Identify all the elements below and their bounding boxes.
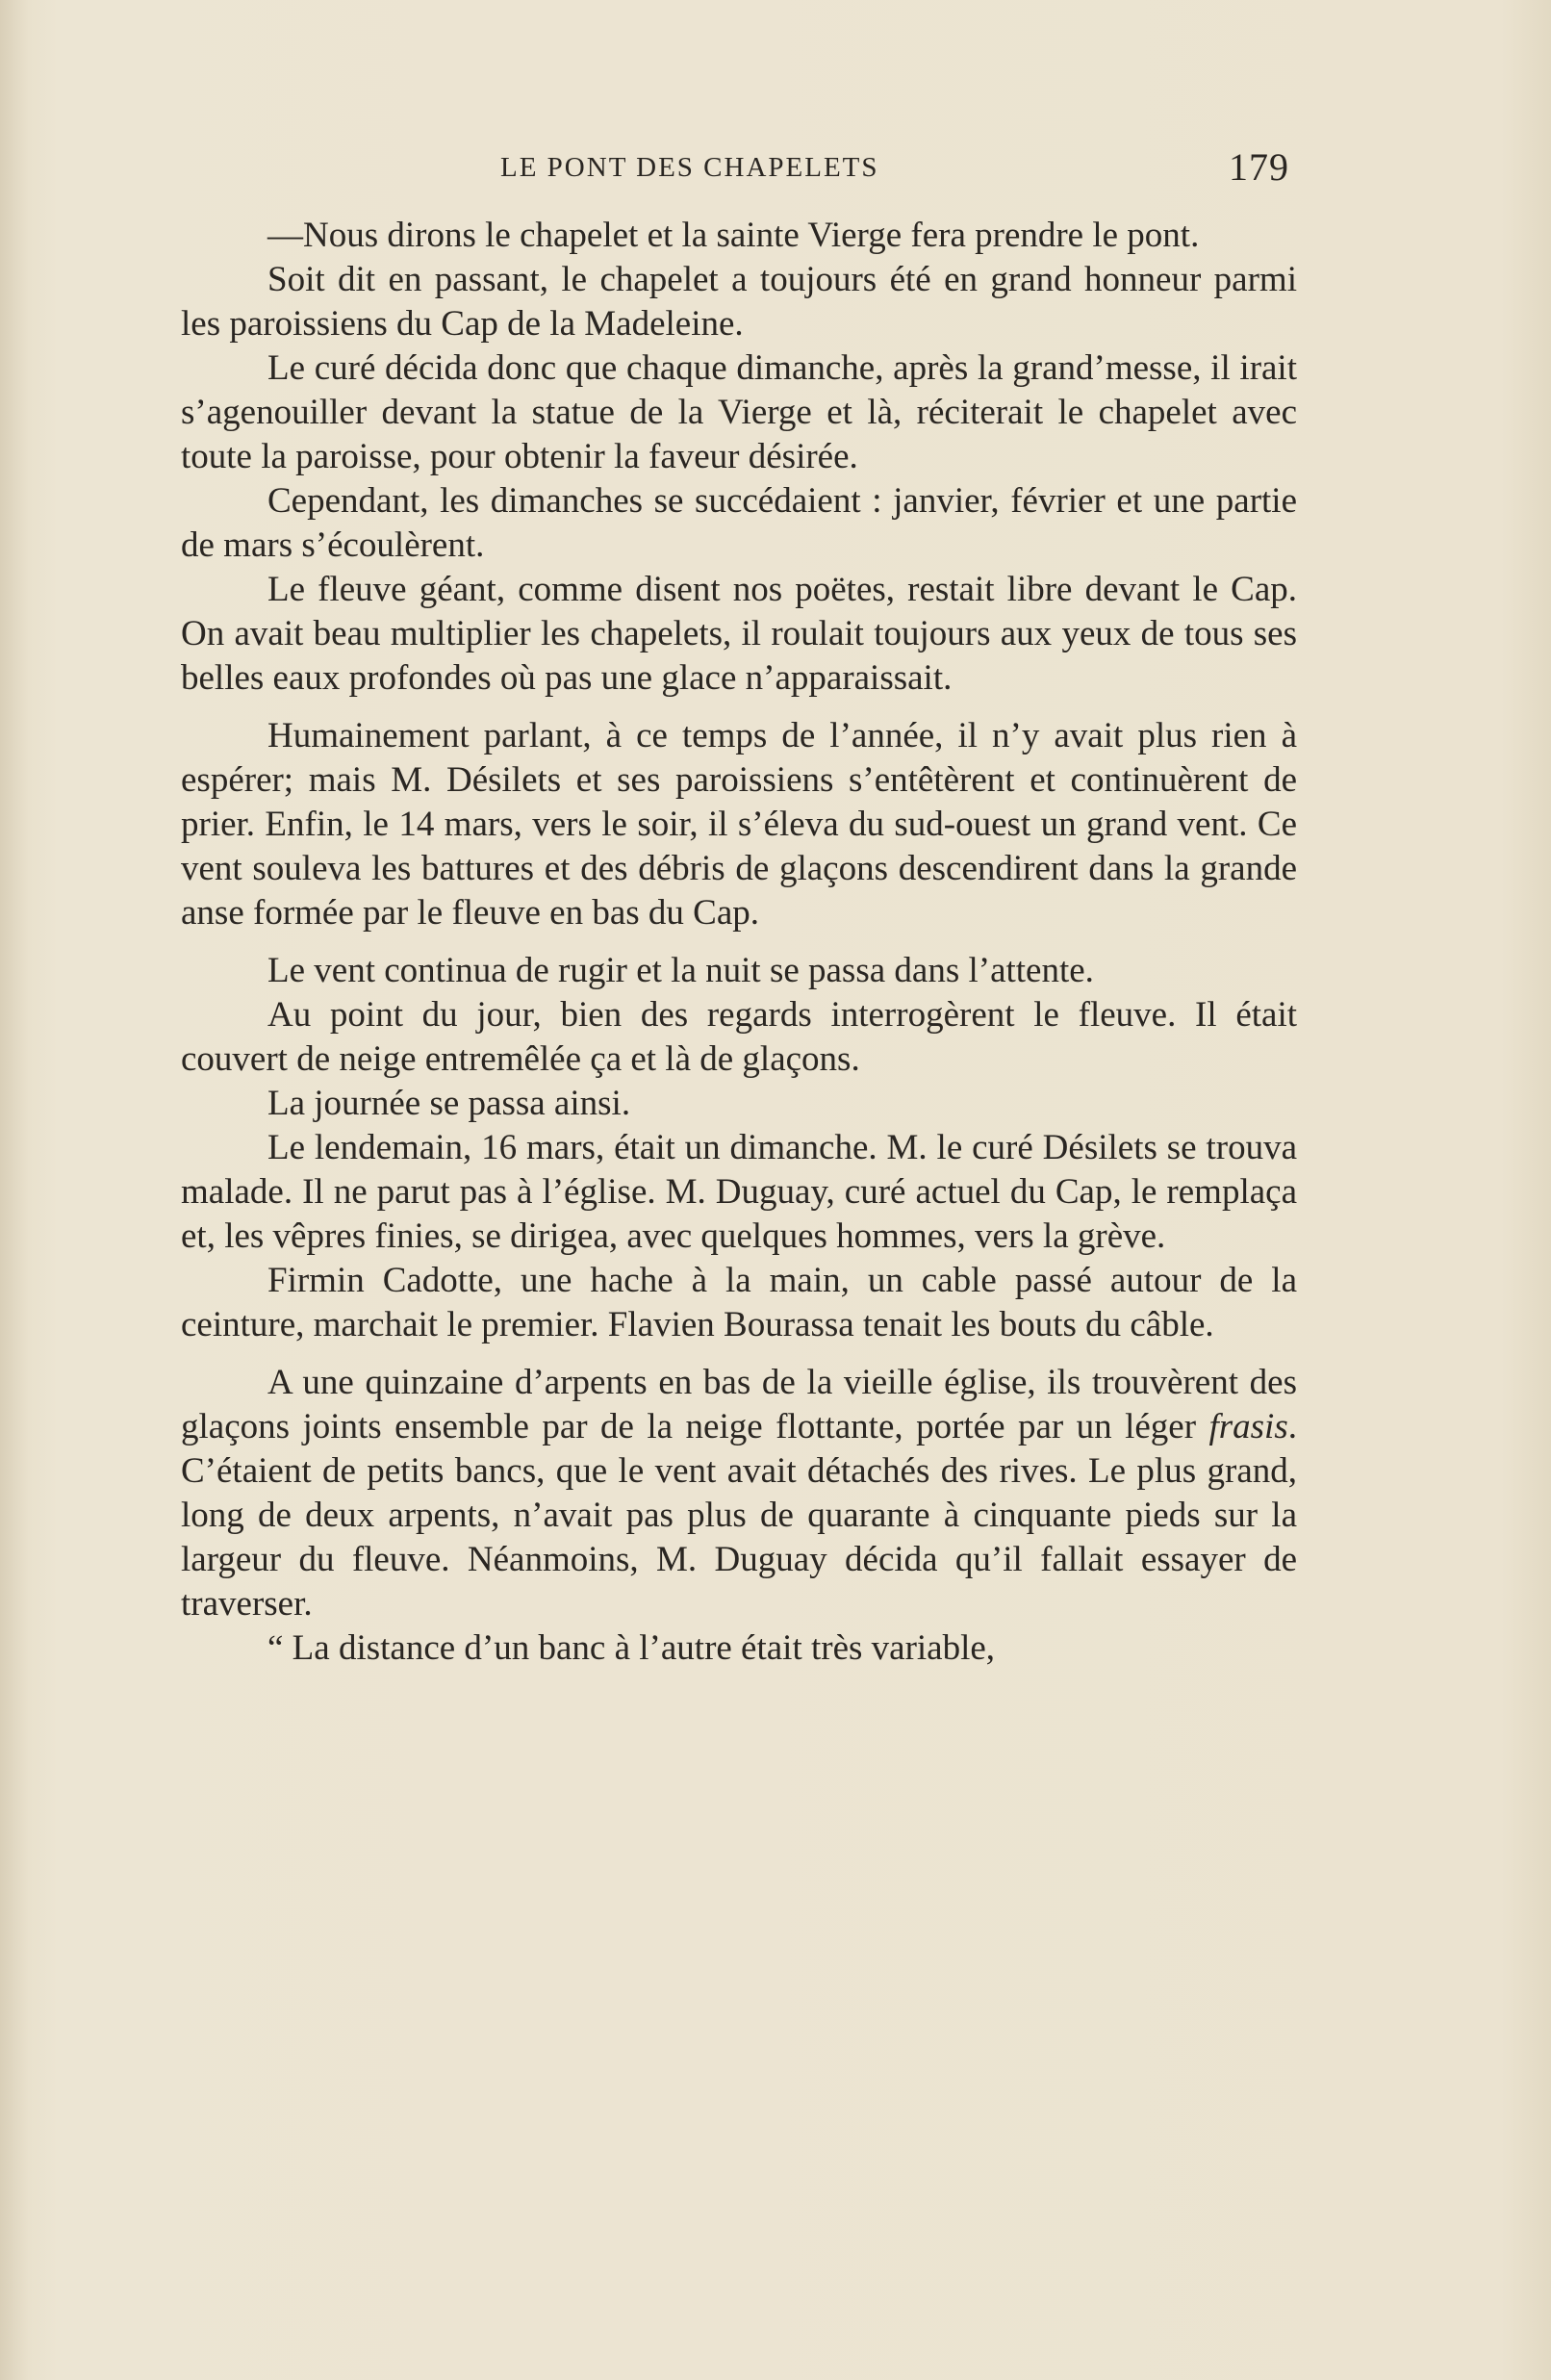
paragraph: Le lendemain, 16 mars, était un dimanche. M. le curé Désilets se trouva malade. Il ne parut pas à l’église. M. Duguay, curé actuel du Cap, le remplaça et, les vêpres finies, se dirigea, avec quelques hommes, vers la grève. xyxy=(181,1128,1297,1256)
paragraph: Le fleuve géant, comme disent nos poëtes, restait libre devant le Cap. On avait beau multiplier les chapelets, il roulait toujours aux yeux de tous ses belles eaux profondes où pas une glace n’apparaissait. xyxy=(181,570,1297,698)
paragraph: Firmin Cadotte, une hache à la main, un cable passé autour de la ceinture, marchait le premier. Flavien Bourassa tenait les bouts du câble. xyxy=(181,1261,1297,1344)
body-text xyxy=(181,214,1297,1671)
paragraph: La journée se passa ainsi. xyxy=(267,1084,631,1123)
page-number: 179 xyxy=(1229,145,1289,189)
paragraph: Le curé décida donc que chaque dimanche, après la grand’messe, il irait s’agenouiller devant la statue de la Vierge et là, réciterait le chapelet avec toute la paroisse, pour obtenir la faveur désirée. xyxy=(181,348,1297,476)
paragraph: Humainement parlant, à ce temps de l’année, il n’y avait plus rien à espérer; mais M. Désilets et ses paroissiens s’entêtèrent et continuèrent de prier. Enfin, le 14 mars, vers le soir, il s’éleva du sud-ouest un grand vent. Ce vent souleva les battures et des débris de glaçons descendirent dans la grande anse formée par le fleuve en bas du Cap. xyxy=(181,716,1297,933)
paragraph: —Nous dirons le chapelet et la sainte Vierge fera prendre le pont. xyxy=(267,216,1200,255)
italic-term: frasis xyxy=(1208,1407,1288,1446)
paragraph: Le vent continua de rugir et la nuit se passa dans l’attente. xyxy=(267,951,1094,990)
page-header xyxy=(183,144,1289,192)
paragraph-segment: . C’étaient de petits bancs, que le vent avait détachés des rives. Le plus grand, long de deux arpents, n’avait pas plus de quarante à cinquante pieds sur la largeur du fleuve. Néanmoins, M. Duguay décida qu’il fallait essayer de traverser. xyxy=(181,1407,1297,1624)
paragraph: Soit dit en passant, le chapelet a toujours été en grand honneur parmi les paroissiens du Cap de la Madeleine. xyxy=(181,260,1297,344)
paragraph-segment: A une quinzaine d’arpents en bas de la vieille église, ils trouvèrent des glaçons joints ensemble par de la neige flottante, portée par un léger xyxy=(181,1363,1297,1446)
paragraph: “ La distance d’un banc à l’autre était très variable, xyxy=(267,1628,996,1668)
running-head: LE PONT DES CHAPELETS xyxy=(500,152,879,183)
paragraph-frasis xyxy=(181,1361,1297,1626)
paragraph: Cependant, les dimanches se succédaient : janvier, février et une partie de mars s’écoulèrent. xyxy=(181,481,1297,565)
paragraph: Au point du jour, bien des regards interrogèrent le fleuve. Il était couvert de neige entremêlée ça et là de glaçons. xyxy=(181,995,1297,1079)
